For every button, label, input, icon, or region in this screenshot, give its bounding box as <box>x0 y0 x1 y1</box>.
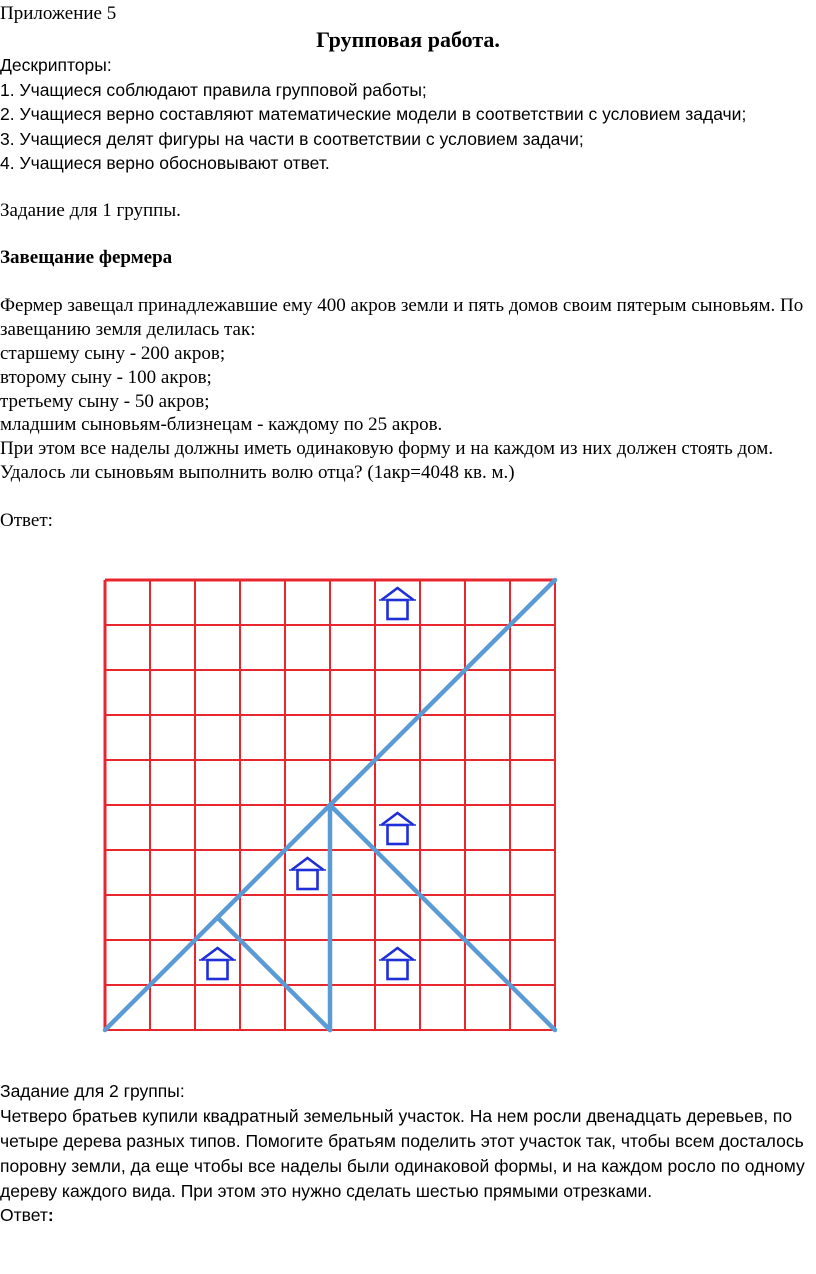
houses <box>199 588 416 979</box>
task2-text-line: поровну земли, да еще чтобы все наделы были одинаковой формы, и на каждом росло по одному <box>0 1156 805 1176</box>
task1-title: Завещание фермера <box>0 247 173 268</box>
task1-text-line: старшему сыну - 200 акров; <box>0 343 226 364</box>
task2-text-line: Четверо братьев купили квадратный земельный участок. На нем росли двенадцать деревьев, по <box>0 1106 793 1126</box>
task1-text-line: завещанию земля делилась так: <box>0 319 256 340</box>
task1-heading: Задание для 1 группы. <box>0 200 181 221</box>
answer-word: Ответ <box>0 1205 48 1225</box>
task1-text-line: Фермер завещал принадлежавшие ему 400 акров земли и пять домов своим пятерым сыновьям. По <box>0 295 804 316</box>
house-icon <box>379 948 416 979</box>
house-icon <box>199 948 236 979</box>
descriptor-item: 3. Учащиеся делят фигуры на части в соответствии с условием задачи; <box>0 129 584 149</box>
task2-text-line: дереву каждого вида. При этом это нужно сделать шестью прямыми отрезками. <box>0 1181 653 1201</box>
task1-text-line: Удалось ли сыновьям выполнить волю отца? (1акр=4048 кв. м.) <box>0 462 515 483</box>
house-icon <box>289 858 326 889</box>
land-division-figure <box>96 574 564 1040</box>
house-icon <box>379 813 416 844</box>
task2-heading: Задание для 2 группы: <box>0 1081 185 1101</box>
cut-line <box>330 805 555 1030</box>
descriptor-item: 1. Учащиеся соблюдают правила групповой работы; <box>0 80 427 100</box>
descriptors-heading: Дескрипторы: <box>0 55 112 75</box>
house-icon <box>379 588 416 619</box>
task1-text-line: третьему сыну - 50 акров; <box>0 391 210 412</box>
cut-line <box>218 918 331 1031</box>
task2-text-line: четыре дерева разных типов. Помогите братьям поделить этот участок так, чтобы всем досталось <box>0 1131 804 1151</box>
task2-answer-label <box>0 1203 54 1227</box>
task1-text-line: При этом все наделы должны иметь одинаковую форму и на каждом из них должен стоять дом. <box>0 438 774 459</box>
task1-text-line: младшим сыновьям-близнецам - каждому по 25 акров. <box>0 414 443 435</box>
task1-answer-label: Ответ: <box>0 510 53 531</box>
descriptor-item: 2. Учащиеся верно составляют математические модели в соответствии с условием задачи; <box>0 104 747 124</box>
task1-text-line: второму сыну - 100 акров; <box>0 367 212 388</box>
answer-colon: : <box>47 1205 54 1225</box>
appendix-label: Приложение 5 <box>0 3 117 24</box>
descriptor-item: 4. Учащиеся верно обосновывают ответ. <box>0 153 330 173</box>
page-title: Групповая работа. <box>316 27 500 52</box>
